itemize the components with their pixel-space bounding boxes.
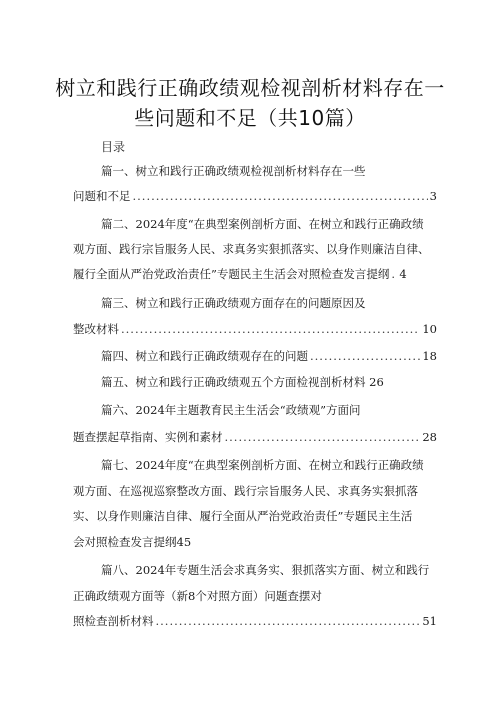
- dot-leader: [156, 613, 421, 629]
- toc-entry-5-last: 篇五、树立和践行正确政绩观五个方面检视剖析材料: [101, 375, 366, 389]
- toc-entry-6-last: 题查摆起草指南、实例和素材: [73, 430, 223, 444]
- toc-entry-2-link[interactable]: [73, 266, 437, 282]
- toc-entry-8-text: 篇八、2024年专题生活会求真务实、狠抓落实方面、树立和践行: [101, 563, 430, 577]
- document-title-line-2: 些问题和不足（共10篇）: [134, 106, 366, 130]
- toc-entry-7-text: 篇七、2024年度“在典型案例剖析方面、在树立和践行正确政绩: [101, 458, 424, 472]
- toc-heading: 目录: [101, 140, 126, 154]
- toc-entry-6-text: 篇六、2024年主题教育民主生活会“政绩观”方面问: [101, 403, 361, 417]
- toc-entry-7-text: 实、以身作则廉洁自律、履行全面从严治党政治责任”专题民主生活: [73, 509, 413, 523]
- toc-entry-6-link[interactable]: [73, 429, 437, 445]
- dot-leader: [391, 266, 397, 282]
- toc-entry-8-page: 51: [422, 614, 437, 628]
- toc-entry-2-text: 观方面、践行宗旨服务人民、求真务实狠抓落实、以身作则廉洁自律、: [73, 242, 430, 256]
- toc-entry-7-link[interactable]: [73, 534, 437, 550]
- toc-entry-1-text: 篇一、树立和践行正确政绩观检视剖析材料存在一些: [101, 164, 366, 178]
- toc-entry-3-page: 10: [422, 322, 437, 336]
- document-title-line-1: 树立和践行正确政绩观检视剖析材料存在一: [55, 76, 445, 100]
- toc-entry-5-page: 26: [369, 375, 384, 389]
- toc-entry-6-page: 28: [422, 430, 437, 444]
- toc-entry-4-page: 18: [422, 349, 437, 363]
- toc-entry-8-last: 照检查剖析材料: [73, 614, 154, 628]
- dot-leader: [121, 321, 420, 337]
- dot-leader: [225, 429, 421, 445]
- toc-entry-4-link[interactable]: [101, 348, 437, 364]
- toc-entry-4-last: 篇四、树立和践行正确政绩观存在的问题: [101, 349, 308, 363]
- toc-entry-2-last: 履行全面从严治党政治责任”专题民主生活会对照检查发言提纲: [73, 267, 390, 281]
- toc-entry-3-text: 篇三、树立和践行正确政绩观方面存在的问题原因及: [101, 296, 366, 310]
- toc-entry-2-text: 篇二、2024年度“在典型案例剖析方面、在树立和践行正确政绩: [101, 217, 424, 231]
- toc-entry-1-last: 问题和不足: [73, 189, 131, 203]
- toc-entry-5-link[interactable]: [101, 374, 437, 390]
- toc-entry-7-text: 观方面、在巡视巡察整改方面、践行宗旨服务人民、求真务实狠抓落: [73, 484, 418, 498]
- toc-entry-8-link[interactable]: [73, 613, 437, 629]
- dot-leader: [133, 188, 428, 204]
- toc-entry-8-text: 正确政绩观方面等（新8个对照方面）问题查摆对: [73, 589, 322, 603]
- toc-entry-1-page: 3: [429, 189, 437, 203]
- toc-entry-7-last: 会对照检查发言提纲: [73, 535, 177, 549]
- dot-leader: [310, 348, 420, 364]
- toc-entry-2-page: 4: [399, 267, 407, 281]
- toc-entry-7-page: 45: [176, 535, 192, 549]
- toc-entry-3-last: 整改材料: [73, 322, 119, 336]
- toc-entry-3-link[interactable]: [73, 321, 437, 337]
- toc-entry-1-link[interactable]: [73, 188, 437, 204]
